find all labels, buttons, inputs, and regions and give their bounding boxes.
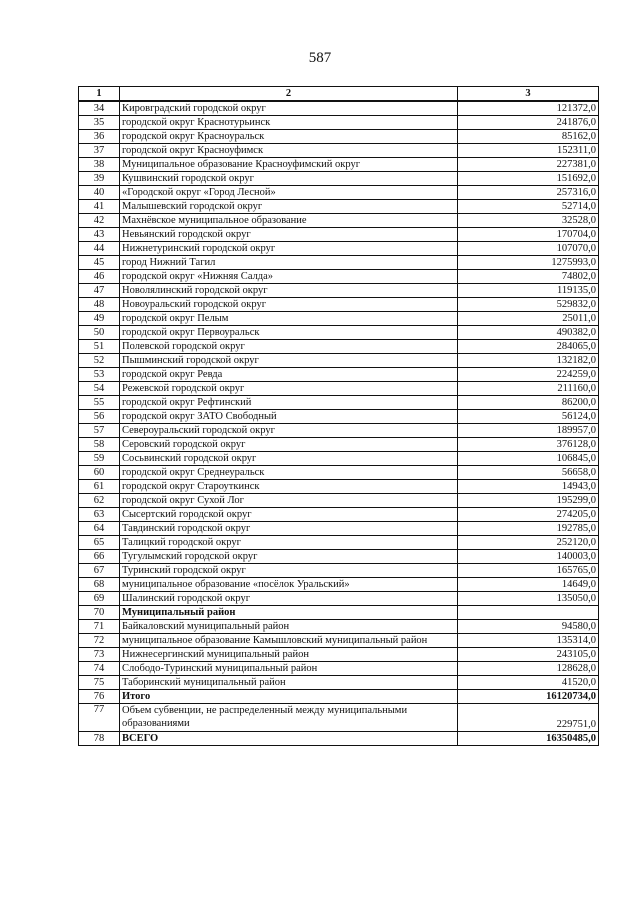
- row-number: 64: [79, 522, 120, 536]
- table-row: [79, 536, 599, 550]
- header-col-1: 1: [79, 87, 120, 102]
- row-value: 106845,0: [458, 452, 599, 466]
- row-value: 152311,0: [458, 144, 599, 158]
- row-name: Талицкий городской округ: [120, 536, 458, 550]
- row-value: 16120734,0: [458, 690, 599, 704]
- row-name: муниципальное образование «посёлок Уральский»: [120, 578, 458, 592]
- row-number: 41: [79, 200, 120, 214]
- table-row: [79, 354, 599, 368]
- table-row: [79, 368, 599, 382]
- row-number: 49: [79, 312, 120, 326]
- row-number: 66: [79, 550, 120, 564]
- table-row: [79, 690, 599, 704]
- row-value: 14649,0: [458, 578, 599, 592]
- row-value: 94580,0: [458, 620, 599, 634]
- row-name: городской округ Пелым: [120, 312, 458, 326]
- row-number: 59: [79, 452, 120, 466]
- row-value: 243105,0: [458, 648, 599, 662]
- table-row: [79, 550, 599, 564]
- table-row: [79, 606, 599, 620]
- row-value: 52714,0: [458, 200, 599, 214]
- row-number: 36: [79, 130, 120, 144]
- row-number: 40: [79, 186, 120, 200]
- row-value: 1275993,0: [458, 256, 599, 270]
- row-number: 74: [79, 662, 120, 676]
- table-row: [79, 480, 599, 494]
- row-value: 135050,0: [458, 592, 599, 606]
- row-number: 69: [79, 592, 120, 606]
- row-number: 73: [79, 648, 120, 662]
- table-row: [79, 564, 599, 578]
- row-name: Тугулымский городской округ: [120, 550, 458, 564]
- table-row: [79, 466, 599, 480]
- row-number: 37: [79, 144, 120, 158]
- row-number: 48: [79, 298, 120, 312]
- row-value: 227381,0: [458, 158, 599, 172]
- table-row: [79, 662, 599, 676]
- row-name: городской округ Ревда: [120, 368, 458, 382]
- row-name: городской округ «Нижняя Салда»: [120, 270, 458, 284]
- table-row: [79, 578, 599, 592]
- row-value: 192785,0: [458, 522, 599, 536]
- row-number: 50: [79, 326, 120, 340]
- row-name: Кировградский городской округ: [120, 101, 458, 116]
- row-value: 529832,0: [458, 298, 599, 312]
- row-number: 67: [79, 564, 120, 578]
- row-value: 490382,0: [458, 326, 599, 340]
- table-row: [79, 438, 599, 452]
- row-number: 57: [79, 424, 120, 438]
- row-name: Таборинский муниципальный район: [120, 676, 458, 690]
- table-row: [79, 494, 599, 508]
- row-name: городской округ Красноуфимск: [120, 144, 458, 158]
- row-value: 376128,0: [458, 438, 599, 452]
- table-row: [79, 186, 599, 200]
- row-name: ВСЕГО: [120, 732, 458, 746]
- row-name: муниципальное образование Камышловский муниципальный район: [120, 634, 458, 648]
- row-number: 77: [79, 704, 120, 732]
- row-value: 25011,0: [458, 312, 599, 326]
- row-number: 71: [79, 620, 120, 634]
- table-row: [79, 116, 599, 130]
- table-row: [79, 326, 599, 340]
- row-name: Муниципальный район: [120, 606, 458, 620]
- row-name: Объем субвенции, не распределенный между муниципальными образованиями: [120, 704, 458, 732]
- table-row: [79, 424, 599, 438]
- row-value: 224259,0: [458, 368, 599, 382]
- row-name: Новоуральский городской округ: [120, 298, 458, 312]
- table-row: [79, 172, 599, 186]
- row-number: 61: [79, 480, 120, 494]
- table-row: [79, 130, 599, 144]
- row-value: 135314,0: [458, 634, 599, 648]
- row-name: Тавдинский городской округ: [120, 522, 458, 536]
- header-col-2: 2: [120, 87, 458, 102]
- row-name: Туринский городской округ: [120, 564, 458, 578]
- row-value: 241876,0: [458, 116, 599, 130]
- row-name: Махнёвское муниципальное образование: [120, 214, 458, 228]
- row-name: городской округ Сухой Лог: [120, 494, 458, 508]
- table-row: [79, 158, 599, 172]
- table-row: [79, 312, 599, 326]
- row-number: 75: [79, 676, 120, 690]
- row-number: 45: [79, 256, 120, 270]
- row-name: Режевской городской округ: [120, 382, 458, 396]
- row-number: 58: [79, 438, 120, 452]
- row-value: [458, 606, 599, 620]
- row-value: 170704,0: [458, 228, 599, 242]
- row-value: 14943,0: [458, 480, 599, 494]
- row-value: 189957,0: [458, 424, 599, 438]
- row-value: 121372,0: [458, 101, 599, 116]
- table-row: [79, 144, 599, 158]
- table-row: [79, 340, 599, 354]
- row-name: Полевской городской округ: [120, 340, 458, 354]
- row-number: 52: [79, 354, 120, 368]
- row-value: 16350485,0: [458, 732, 599, 746]
- row-value: 107070,0: [458, 242, 599, 256]
- row-number: 63: [79, 508, 120, 522]
- row-number: 62: [79, 494, 120, 508]
- row-value: 32528,0: [458, 214, 599, 228]
- table-row: [79, 284, 599, 298]
- table-row: [79, 200, 599, 214]
- table-row: [79, 676, 599, 690]
- row-number: 34: [79, 101, 120, 116]
- table-row: [79, 270, 599, 284]
- table-row: [79, 452, 599, 466]
- row-name: Серовский городской округ: [120, 438, 458, 452]
- table-row: [79, 101, 599, 116]
- row-name: Итого: [120, 690, 458, 704]
- subvention-table: [78, 86, 599, 746]
- table-row: [79, 228, 599, 242]
- row-name: город Нижний Тагил: [120, 256, 458, 270]
- header-col-3: 3: [458, 87, 599, 102]
- row-number: 46: [79, 270, 120, 284]
- row-name: Байкаловский муниципальный район: [120, 620, 458, 634]
- table-row: [79, 634, 599, 648]
- row-value: 119135,0: [458, 284, 599, 298]
- table-row: [79, 704, 599, 732]
- row-number: 47: [79, 284, 120, 298]
- row-name: городской округ Краснотурьинск: [120, 116, 458, 130]
- table-row: [79, 522, 599, 536]
- row-value: 86200,0: [458, 396, 599, 410]
- row-number: 42: [79, 214, 120, 228]
- table-row: [79, 732, 599, 746]
- row-number: 39: [79, 172, 120, 186]
- row-value: 274205,0: [458, 508, 599, 522]
- row-value: 257316,0: [458, 186, 599, 200]
- row-name: Малышевский городской округ: [120, 200, 458, 214]
- row-name: городской округ Староуткинск: [120, 480, 458, 494]
- row-number: 65: [79, 536, 120, 550]
- row-number: 35: [79, 116, 120, 130]
- row-name: городской округ Рефтинский: [120, 396, 458, 410]
- row-number: 55: [79, 396, 120, 410]
- table-row: [79, 382, 599, 396]
- row-name: Слободо-Туринский муниципальный район: [120, 662, 458, 676]
- table-body: [79, 101, 599, 746]
- row-name: Пышминский городской округ: [120, 354, 458, 368]
- row-number: 43: [79, 228, 120, 242]
- row-name: Муниципальное образование Красноуфимский округ: [120, 158, 458, 172]
- row-name: Сосьвинский городской округ: [120, 452, 458, 466]
- row-name: Сысертский городской округ: [120, 508, 458, 522]
- row-number: 51: [79, 340, 120, 354]
- row-name: Невьянский городской округ: [120, 228, 458, 242]
- row-name: Нижнесергинский муниципальный район: [120, 648, 458, 662]
- page-number: 587: [308, 50, 332, 66]
- row-value: 128628,0: [458, 662, 599, 676]
- table-row: [79, 508, 599, 522]
- table-row: [79, 410, 599, 424]
- row-name: Нижнетуринский городской округ: [120, 242, 458, 256]
- table-row: [79, 648, 599, 662]
- table-row: [79, 592, 599, 606]
- row-name: Шалинский городской округ: [120, 592, 458, 606]
- row-value: 41520,0: [458, 676, 599, 690]
- row-number: 78: [79, 732, 120, 746]
- row-value: 165765,0: [458, 564, 599, 578]
- row-value: 132182,0: [458, 354, 599, 368]
- row-number: 38: [79, 158, 120, 172]
- row-number: 68: [79, 578, 120, 592]
- row-name: городской округ ЗАТО Свободный: [120, 410, 458, 424]
- row-name: городской округ Среднеуральск: [120, 466, 458, 480]
- row-value: 56124,0: [458, 410, 599, 424]
- row-value: 211160,0: [458, 382, 599, 396]
- row-number: 54: [79, 382, 120, 396]
- row-name: «Городской округ «Город Лесной»: [120, 186, 458, 200]
- table-row: [79, 256, 599, 270]
- table-header-row: [79, 87, 599, 102]
- table-row: [79, 396, 599, 410]
- table-row: [79, 620, 599, 634]
- row-value: 56658,0: [458, 466, 599, 480]
- row-value: 85162,0: [458, 130, 599, 144]
- table-row: [79, 242, 599, 256]
- row-value: 284065,0: [458, 340, 599, 354]
- row-value: 74802,0: [458, 270, 599, 284]
- row-number: 56: [79, 410, 120, 424]
- row-value: 229751,0: [458, 704, 599, 732]
- row-value: 195299,0: [458, 494, 599, 508]
- row-value: 252120,0: [458, 536, 599, 550]
- row-name: Новолялинский городской округ: [120, 284, 458, 298]
- row-number: 44: [79, 242, 120, 256]
- row-number: 70: [79, 606, 120, 620]
- table-row: [79, 298, 599, 312]
- row-number: 53: [79, 368, 120, 382]
- table-row: [79, 214, 599, 228]
- row-number: 72: [79, 634, 120, 648]
- row-name: городской округ Первоуральск: [120, 326, 458, 340]
- row-value: 140003,0: [458, 550, 599, 564]
- row-number: 76: [79, 690, 120, 704]
- row-value: 151692,0: [458, 172, 599, 186]
- row-number: 60: [79, 466, 120, 480]
- row-name: городской округ Красноуральск: [120, 130, 458, 144]
- row-name: Кушвинский городской округ: [120, 172, 458, 186]
- row-name: Североуральский городской округ: [120, 424, 458, 438]
